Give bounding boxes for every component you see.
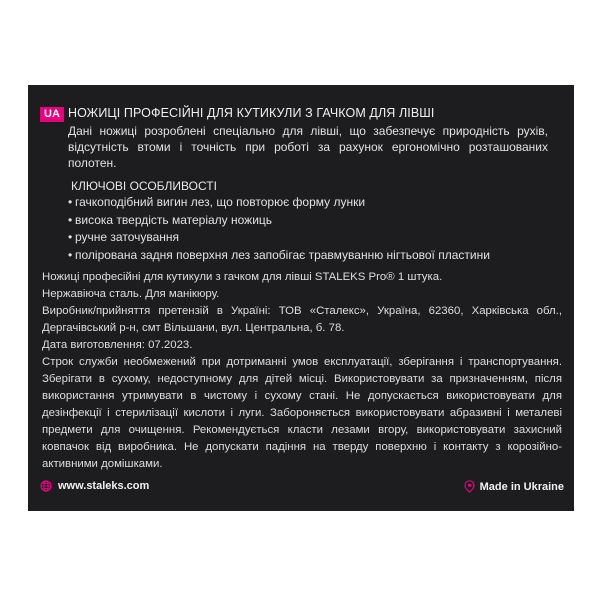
features-list <box>68 194 490 264</box>
product-line: Ножиці професійні для кутикули з гачком для лівші STALEKS Pro® 1 штука. <box>42 271 443 283</box>
globe-icon <box>40 480 52 492</box>
production-date: Дата виготовлення: 07.2023. <box>42 339 193 351</box>
language-badge: UA <box>40 107 64 122</box>
material-line: Нержавіюча сталь. Для манікюру. <box>42 288 220 300</box>
feature-item: • ручне заточування <box>68 229 490 247</box>
footer-made-in <box>464 480 564 493</box>
bullet-icon: • <box>68 212 73 227</box>
product-intro: Дані ножиці розроблені спеціально для лівші, що забезпечує природність рухів, відсутність втоми і точність при роботі за рахунок ергономічно розташованих полотен. <box>68 124 548 170</box>
feature-item: • полірована задня поверхня лез запобігає травмуванню нігтьової пластини <box>68 247 490 265</box>
product-label-card <box>28 85 574 511</box>
feature-item: • гачкоподібний вигин лез, що повторює форму лунки <box>68 194 490 212</box>
location-pin-icon <box>464 480 475 493</box>
features-heading: КЛЮЧОВІ ОСОБЛИВОСТІ <box>71 179 217 193</box>
manufacturer-line: Виробник/прийняття претензій в Україні: ТОВ «Сталекс», Україна, 62360, Харківська обл., Дергачівський р-н, смт Вільшани, вул. Центральна, б. 78. <box>42 305 562 334</box>
bullet-icon: • <box>68 247 73 262</box>
product-title: НОЖИЦІ ПРОФЕСІЙНІ ДЛЯ КУТИКУЛИ З ГАЧКОМ ДЛЯ ЛІВШІ <box>68 106 435 120</box>
website-link[interactable]: www.staleks.com <box>58 480 150 492</box>
made-in-label: Made in Ukraine <box>479 480 564 493</box>
bullet-icon: • <box>68 230 73 244</box>
product-details <box>42 269 562 473</box>
bullet-icon: • <box>68 195 73 209</box>
usage-instructions: Строк служби необмежений при дотриманні умов експлуатації, зберігання і транспортування. Зберігати в сухому, недоступному для дітей місці. Використовувати за призначенням, після використання утримувати в чистому і сухому стані. Не допускається використовувати для дезінфекції і стерилізації кислоти і луги. Забороняється використовувати абразивні і металеві предмети для очищення. Рекомендується класти лезами вгору, використовувати захисний ковпачок від виробника. Не допускати падіння на тверду поверхню і контакту з корозійно-активними домішками. <box>42 356 562 470</box>
feature-item: • висока твердість матеріалу ножиць <box>68 212 490 230</box>
footer-website[interactable] <box>40 480 149 492</box>
